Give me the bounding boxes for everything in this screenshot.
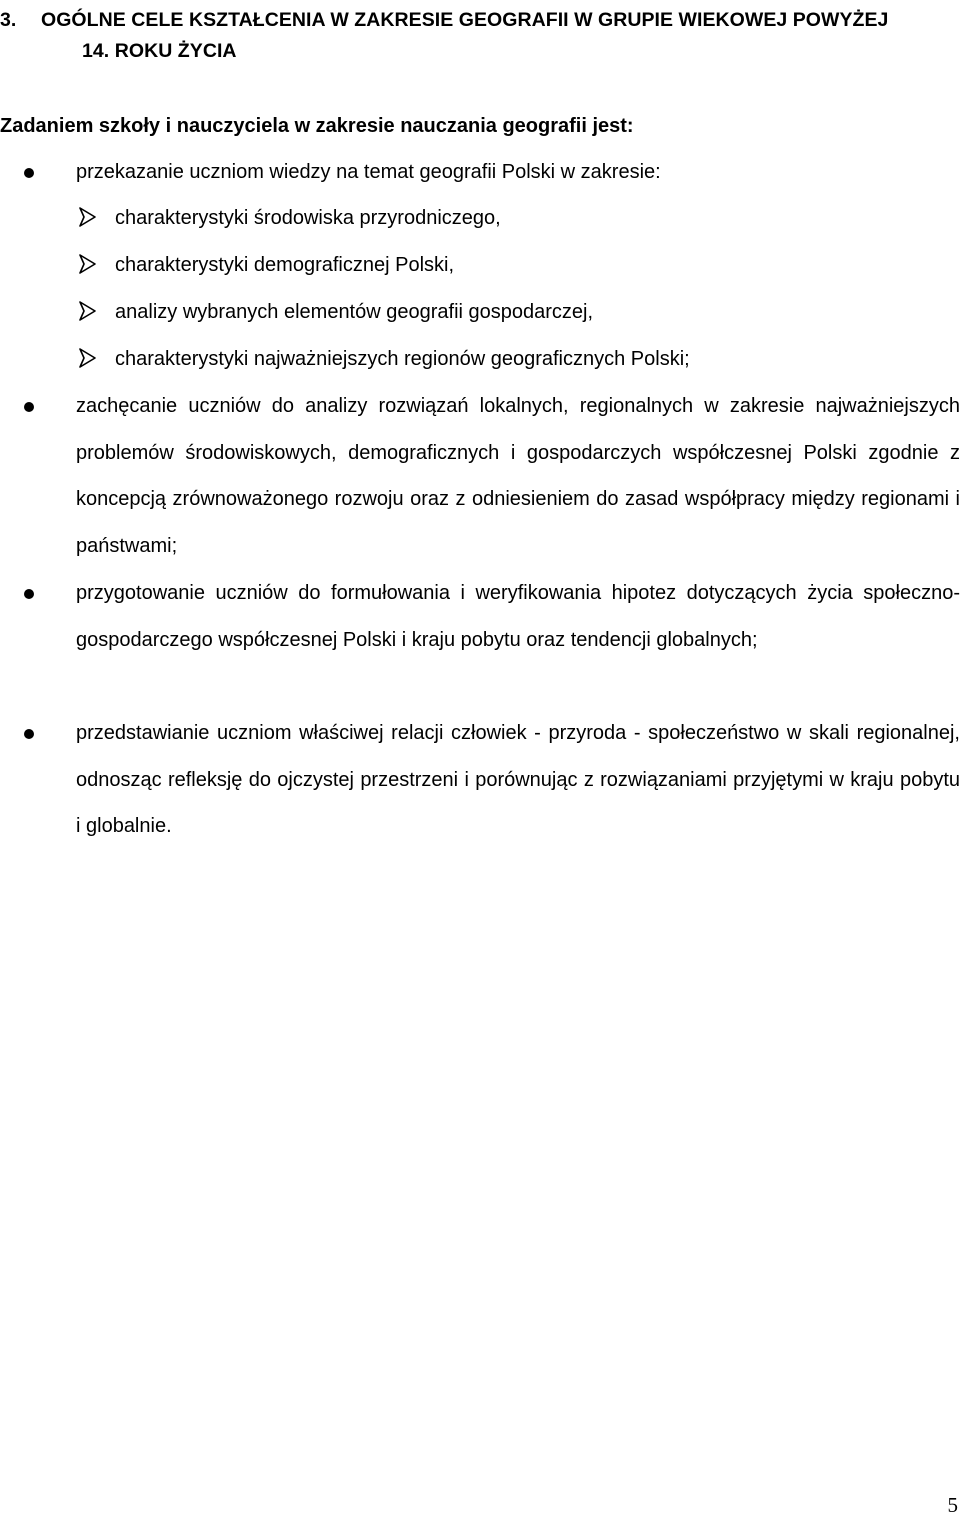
bullet-item-2: zachęcanie uczniów do analizy rozwiązań lokalnych, regionalnych w zakresie najważniejszych problemów środowiskowych, demograficznych i gospodarczych współczesnej Polski zgodnie z koncepcją zrównoważonego rozwoju oraz z odniesieniem do zasad współpracy między regionami i państwami; — [76, 395, 960, 557]
arrowhead-bullet-icon — [79, 348, 96, 368]
arrowhead-bullet-icon — [79, 207, 96, 227]
sub-item-2: charakterystyki demograficznej Polski, — [115, 254, 455, 276]
intro-text: Zadaniem szkoły i nauczyciela w zakresie nauczania geografii jest: — [0, 115, 634, 137]
bullet-item-4: przedstawianie uczniom właściwej relacji człowiek - przyroda - społeczeństwo w skali regionalnej, odnosząc refleksję do ojczystej przestrzeni i porównując z rozwiązaniami przyjętymi w kraju pobytu i globalnie. — [76, 722, 960, 837]
section-title-line-2: 14. ROKU ŻYCIA — [82, 40, 237, 62]
sub-item-3: analizy wybranych elementów geografii gospodarczej, — [115, 301, 594, 323]
section-title-line-1: OGÓLNE CELE KSZTAŁCENIA W ZAKRESIE GEOGRAFII W GRUPIE WIEKOWEJ POWYŻEJ — [41, 9, 889, 31]
arrowhead-bullet-icon — [79, 301, 96, 321]
section-number: 3. — [0, 9, 17, 31]
sub-item-1: charakterystyki środowiska przyrodniczego, — [115, 207, 501, 229]
bullet-icon — [24, 589, 34, 599]
sub-item-4: charakterystyki najważniejszych regionów geograficznych Polski; — [115, 348, 690, 370]
page-number: 5 — [947, 1493, 958, 1517]
bullet-item-1: przekazanie uczniom wiedzy na temat geografii Polski w zakresie: — [76, 161, 661, 183]
bullet-icon — [24, 168, 34, 178]
bullet-item-3: przygotowanie uczniów do formułowania i weryfikowania hipotez dotyczących życia społeczno-gospodarczego współczesnej Polski i kraju pobytu oraz tendencji globalnych; — [76, 582, 960, 651]
arrowhead-bullet-icon — [79, 254, 96, 274]
bullet-icon — [24, 729, 34, 739]
bullet-icon — [24, 402, 34, 412]
